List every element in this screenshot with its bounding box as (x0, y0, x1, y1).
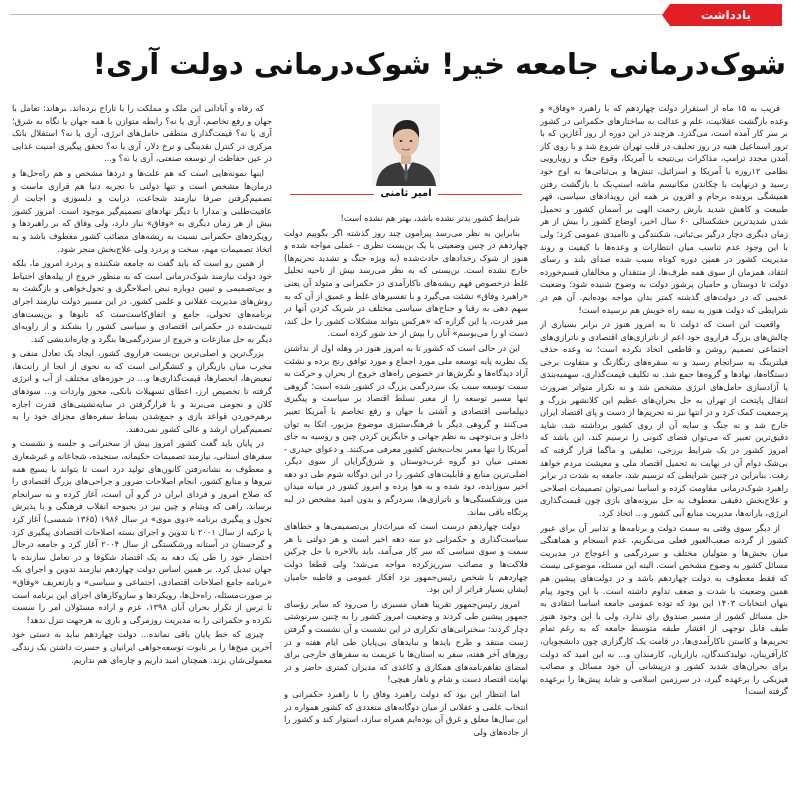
column-left (12, 102, 272, 804)
paragraph: شرایط کشور بدتر نشده باشد، بهتر هم نشده است! (340, 213, 520, 223)
paragraph: واقعیت این است که دولت تا به امروز هنوز در برابر بسیاری از چالش‌های بزرگ فراروی خود اعم از ناترازی‌های اقتصادی و ناترازی‌های اجتماعی تصمیم روشن و قاطعی اتخاذ نکرده است؛ نه وعده حذف فیلترینگ به سرانجام رسید و نه سفره‌های رنگارنگ و متفاوت برخی دستگاه‌ها، نهادها و گروه‌ها جمع شد. نه تکلیف قیمت‌گذاری، سهمیه‌بندی یا آزادسازی حامل‌های انرژی مشخص شد و نه تکرار متواتر ضرورت انتقال پایتخت از تهران به حل بحران‌های عظیم این کلانشهر بزرگ و پرجمعیت کمک کرد و در انتها نیز نه تحریم‌ها از دست و پای اقتصاد ایران خارج شد و نه جنگ و سایه آن از روی کشور برداشته شد. شاید دقیق‌ترین تعبیر که می‌توان فضای کنونی را ترسیم کند، این باشد که امروز کشور در یک شرایط برزخی، تعلیقی و ما‌گما قرار گرفته که بی‌شک دوام آن در نهایت به تحمیل اقتصاد ملی و معیشت مردم خواهد رفت. بنابراین در چنین شرایطی که ترسیم شد، جامعه به شدت در برابر راهبرد شوک‌درمانی مقاومت کرده و اساسا نمی‌توان تصمیمات اصلاحی و علاج‌بخش دقیقی معطوف به حل بیرونه‌های بازی چون قیمت‌گذاری انرژی، یارانه‌ها، مدیریت منابع آبی کشور و... اتخاذ کرد. (540, 319, 788, 518)
author-photo (372, 104, 440, 186)
column-right (540, 102, 788, 804)
author-portrait-icon (372, 104, 440, 186)
paragraph: دولت چهاردهم درست است که میراث‌دار بی‌تصمیمی‌ها و خطاهای سیاست‌گذاری و حکمرانی دو سه دهه اخیر است و هر دولتی با هر سمت و سوی سیاسی که سر کار می‌آمد، باید بالاخره با حل چرکین فلاکت‌ها و مصائب سرریزکرده مواجه می‌شد؛ ولی قطعا دولت چهاردهم با شخص رئیس‌جمهور نزد افکار عمومی و قاطبه حامیان ایشان بسیار فراتر از این بود. (284, 521, 528, 595)
column-middle (284, 102, 528, 804)
paragraph: که رفاه و آبادانی این ملک و مملکت را با تاراج برده‌اند. برهاند: تعامل با جهان و رفع تخاصم، آری یا نه؟ رابطه متوازن با همه جهان یا نگاه به شرق؛ آری یا نه؟ قیمت‌گذاری منطقی حامل‌های انرژی، آری یا نه؟ استقلال بانک مرکزی در کنترل نقدینگی و نرخ دلار، آری یا نه؟ تحقق پیگیری امنیت غذایی در عین حفاظت از توسعه صنعتی، آری یا نه؟ و... (12, 103, 272, 164)
author-name-row (284, 186, 528, 202)
section-tag: یادداشت (670, 4, 782, 26)
author-box (284, 102, 528, 206)
paragraph: قریب به ۱۵ ماه از استقرار دولت چهاردهم که با راهبرد «وفاق» و وعده بازگشت عقلانیت، علم و عدالت به ساختارهای حکمرانی در کشور بر سر کار آمده است، می‌گذرد. هرچند در این دوره از روز آغازین که با ترور اسماعیل هنیه در روز تحلیف در قلب تهران شروع شد و با روی کار آمدن مجدد ترامپ، مذاکرات بی‌نتیجه با آمریکا، وقوع جنگ و رویارویی نظامی ۱۲روزه با آمریکا و اسرائیل، تنش‌ها و بی‌ثباتی‌ها به اوج خود رسید و درنهایت با چکاندن مکانیسم ماشه اسنپ‌بک با بازگشت رفتن همیشگی برونده برجام و افزون بر همه این رویدادهای سیاسی، قهر طبیعت و کاهش شدید بارش رحمت الهی بر آسمان کشور و تحمیل شدن شدیدترین خشکسالی ۶۰ سال اخیر، اوضاع کشور را بیش از هر زمان دیگری دچار درگیر بی‌ثباتی، شکنندگی و ناامیدی عمومی کرد؛ ولی با این وجود عدم تناسب میان انتظارات و وعده‌ها با کیفیت و روند مدیریت کشور در همین دوره کوتاه سبب شده صدای بلند و رسای انتقاد، همزمان از سوی همه طرف‌ها، از منتقدان و مخالفان قسم‌خورده دولت تا دوستان و حامیان پرشور دولت به وضوح شنیده شود؛ وضعیت عجیبی که در دولت‌های گذشته کمتر بدان مواجه بوده‌ایم. آن هم در شرایطی که دولت هنوز به نیمه راه خویش هم نرسیده است! (540, 103, 788, 315)
paragraph: این در حالی است که کشور تا به امروز هنوز در وهله اول از نداشتن یک نظریه پایه توسعه ملی مورد اجماع و مورد توافق رنج برده و نشئت آزاد دیدگاه‌ها و نگرش‌ها در خصوص راه‌های خروج از بحران و حرکت به سمت توسعه سبب یک سردرگمی بزرگ در کشور شده است؛ گروهی تنها مسیر توسعه را از معبر تسلط اقتصاد بر سیاست و پیگیری دیپلماسی اقتصادی و آشتی با جهان و رفع تخاصم با آمریکا تعبیر می‌کنند و گروهی دیگر با فرهنگ‌ستیزی موضوع مزبور، اتکا به توان داخل و بی‌توجهی به نظم جهانی و جایگزین کردن چین و روسیه به جای آمریکا را تنها معبر نجات‌بخش کشور معرفی می‌کنند. و دعوای حیدری - نعمتی میان دو گروه غرب‌دوستان و شرق‌گرایان از سوی دیگر، اصلی‌ترین منابع و قابلیت‌های کشور را در این دوگانه شوم طی دو دهه اخیر سوزانده، دود شده و به هوا پرده و امروز کشور در میانه میدان مین ورشکستگی‌ها و ناترازی‌ها، سردرگم و بدون امید مشخص در لبه پرتگاه باقی بماند. (284, 342, 528, 517)
author-name: امیر ثامنی (380, 187, 432, 199)
column-middle-text (284, 212, 528, 804)
paragraph: از دیگر سوی وقتی به سمت دولت و برنامه‌ها و تدابیر آن برای عبور کشور از گردنه صعب‌العبور فعلی می‌نگریم، عدم انسجام و هماهنگی میان بخش‌ها و متولیان مختلف و سردرگمی و اعوجاج در مدیریت مسائل کشور به وضوح مشخص است. البته این مسئله، موضوعی نیست که فقط معطوف به دولت چهاردهم باشد و در دولت‌های پیشین هم همین وضعیت با شدت و ضعف تداوم داشته است. با این وجود پیام بنهان انتخابات ۱۴۰۳ این بود که توده عمومی جامعه اساسا انتقادی به حل مسائل کشور از مسیر صندوق رای ندارد، ولی با این وجود هنوز طیف قابل توجهی از اقشار طبقه متوسط جامعه که به رغم تمام تحریم‌ها و کاستن ناکارآمدی‌ها، در قامت یک کارگزاری چون دانشجویان، کارآفرینان، تولیدکنندگان، بازاریان، کارمندان و... به این امید که دولت برای بحران‌های شدید کشور و درپیشانی آن خود مسائل و مصائب فیزیکی را برعهده گیرد، در سرزمین اسلامی و شاید پیش‌ها را برعهده گرفته است! (540, 522, 788, 697)
headline: شوک‌درمانی جامعه خیر! شوک‌درمانی دولت آری! (92, 47, 786, 81)
top-rule (10, 4, 662, 26)
paragraph: چیزی که خط پایان باقی نمانده... دولت چهاردهم نباید به دستی خود آخرین میخ‌ها را بر تابوت توسعه‌خواهی ایرانیان و حسرت داشتن یک زندگی معمولی‌شان بزند. همچنان امید داریم و چاره‌ای هم نداریم. (12, 629, 272, 665)
paragraph: بزرگ‌ترین و اصلی‌ترین بن‌بست فراروی کشور، ایجاد یک تعادل منفی و مخرب میان بازیگران و کنشگرانی است که به نحوی از انحا از رانت‌ها، تبعیض‌ها، انحصارها، قیمت‌گذاری‌ها و... در حوزه‌های مختلف از آب و انرژی گرفته تا تخصیص ارز، اعطای تسهیلات بانکی، مجوز واردات و... سودهای کلان و نجومی می‌برند و با قرارگرفتن در سایه‌نشینی‌های قدرت اجازه برهم‌خوردن قواعد بازی و جمع‌شدن بساط سفره‌های مجزای خود را به تصمیم‌گیران ارشد و عالی کشور نمی‌دهند. (12, 348, 272, 434)
paragraph: بنابراین به نظر می‌رسد پیرامون چند روز گذشته اگر بگوییم دولت چهاردهم در چنین وضعیتی با یک بن‌بست نظری - عملی مواجه شده و هنوز از شوک رخدادهای حادث‌شده (به ویژه جنگ و تشدید تحریم‌ها) خارج نشده است. بن‌بستی که به نظر می‌رسد بیش از ناحیه تحلیل غلط درخصوص فهم ریشه‌های ناکارآمدی در حکمرانی و متولد آن یعنی «راهبرد وفاق» نشئت می‌گیرد و با تفسیرهای غلط و عمیق از آن که به سهم دهی به رقبا و جناح‌های سیاسی مختلف در شریک کردن آنها در میز قدرت، یا این گزاره که «هرکس بتواند مشکلات کشور را حل کند، دست او را می‌بوسم» آنان را بیش از حد شور کرده است. (284, 227, 528, 339)
paragraph: اما انتظار این بود که دولت راهبرد وفاق را با راهبرد حکمرانی و انتخاب علمی و عقلانی از میان دوگانه‌های متعددی که کشور همواره در این سال‌ها معلق و غرق آن بوده‌ایم همراه سازد، استوار کند و کشور را از جاده‌های ولی (284, 688, 528, 737)
paragraph: از همین رو است که باید گفت نه جامعه شکننده و پردرد امروز ما، بلکه خود دولت نیازمند شوک‌درمانی است که به منظور خروج از پیله‌های احتیاط و بی‌تصمیمی و تبیین دوباره نبض اصلاحگری و تحول‌خواهی و بازگشت به روش‌های مدیریت عقلانی و علمی کشور. در این مسیر دولت نیازمند اجرای برنامه‌های تحولی، جامع و اتفاق‌کاست‌ست که تابوها و بن‌بست‌های تثبیت‌شده در حکمرانی اقتصادی و سیاسی کشور را بشکند و از زاویه‌ای دیگر به حل منازعات و خروج از سردرگمی‌ها بنگرد و چاره‌اندیشی کند. (12, 258, 272, 344)
paragraph: امروز رئیس‌جمهور تقریبا همان مسیری را می‌رود که سایر رؤسای جمهور پیشین طی کردند و وضعیت امروز کشور را به چنین سرنوشتی دچار کردند: سخنرانی‌های تکراری در این نشست و آن نشست و گرفتن ژست منتقد و طرح بایدها و نبایدهای بی‌پایان طی ایام هفته و در روزهای آخر هفته، سفر به استان‌ها با عزیمت به سفرهای خارجی برای امضای تفاهم‌نامه‌های همکاری و کاغذی که مدیران کمتری حاضر و در نهایت اقتصاد دست و شام و ناهار هیچی! (284, 598, 528, 685)
paragraph: در پایان باید گفت کشور امروز بیش از سخنرانی و جلسه و نشست و سفرهای استانی، نیازمند تصمیمات حکیمانه، سنجیده، شجاعانه و غیرشعاری و معطوف به نشانه‌رفتن کانون‌های تولید درد است تا بتواند با بسیج همه نیروها و منابع کشور، انجام اصلاحات ضرور و جراحی‌های بزرگ اقتصادی را که صلاح امروز و فردای ایران در گرو آن است، آغاز کرده و به سرانجام برساند. راهی که ویتنام و چین نیز در بحبوحه انقلاب فرهنگی و با پذیرش تحول و پیگیری برنامه «دوی موی» در سال ۱۹۸۶ (۱۳۶۵ شمسی) آغاز کرد یا ترکیه از سال ۲۰۰۱ با تدوین و اجرای بسته اصلاحات اقتصادی پیگیری کرد و گرجستان در آستانه ورشکستگی از سال ۲۰۰۴ آغاز کرد و جامعه درحال احتضار خود را طی یک دهه به یک اقتصاد شکوفا و در تعامل سازنده با جهان تبدیل کرد. بر همین اساس دولت چهاردهم نیازمند تدوین و اجرای یک «برنامه جامع اصلاحات اقتصادی، اجتماعی و سیاسی» و بازتعریف «وفاق» بر صورت‌مسئله، راه‌حل‌ها، رویکردها و سازوکارهای اجرای این برنامه است تا ترس از تکرار بحران آبان ۱۳۹۸، عزم و اراده مسئولان امر را سست نکرده و حکمرانی را به مدیریت روزمرگی و باری به هرجهت تنزل ندهد! (12, 438, 272, 625)
paragraph: اینها نمونه‌هایی است که هم علت‌ها و درد‌ها مشخص و هم راه‌حل‌ها و درمان‌ها مشخص است و تنها دولتی با تجربه دنیا هم قراری ماست و تصمیم‌گرفتن صرفا نیازمند شجاعت، درایت و دلسوزی و اجابت از عافیت‌طلبی و مدارا با دیگر نهادهای تصمیم‌گیر موجود است. امروز کشور بیش از هر زمان دیگری به «وفاق» نیاز دارد، ولی وفاق که بر راهبردها و رویکردهای حکمرانی نسبت به ریشه‌های مصائب کشور معطوف باشد و به اتخاذ تصمیمات مهم، سخت و پردرد ولی علاج‌بخش منجر شود. (12, 167, 272, 254)
